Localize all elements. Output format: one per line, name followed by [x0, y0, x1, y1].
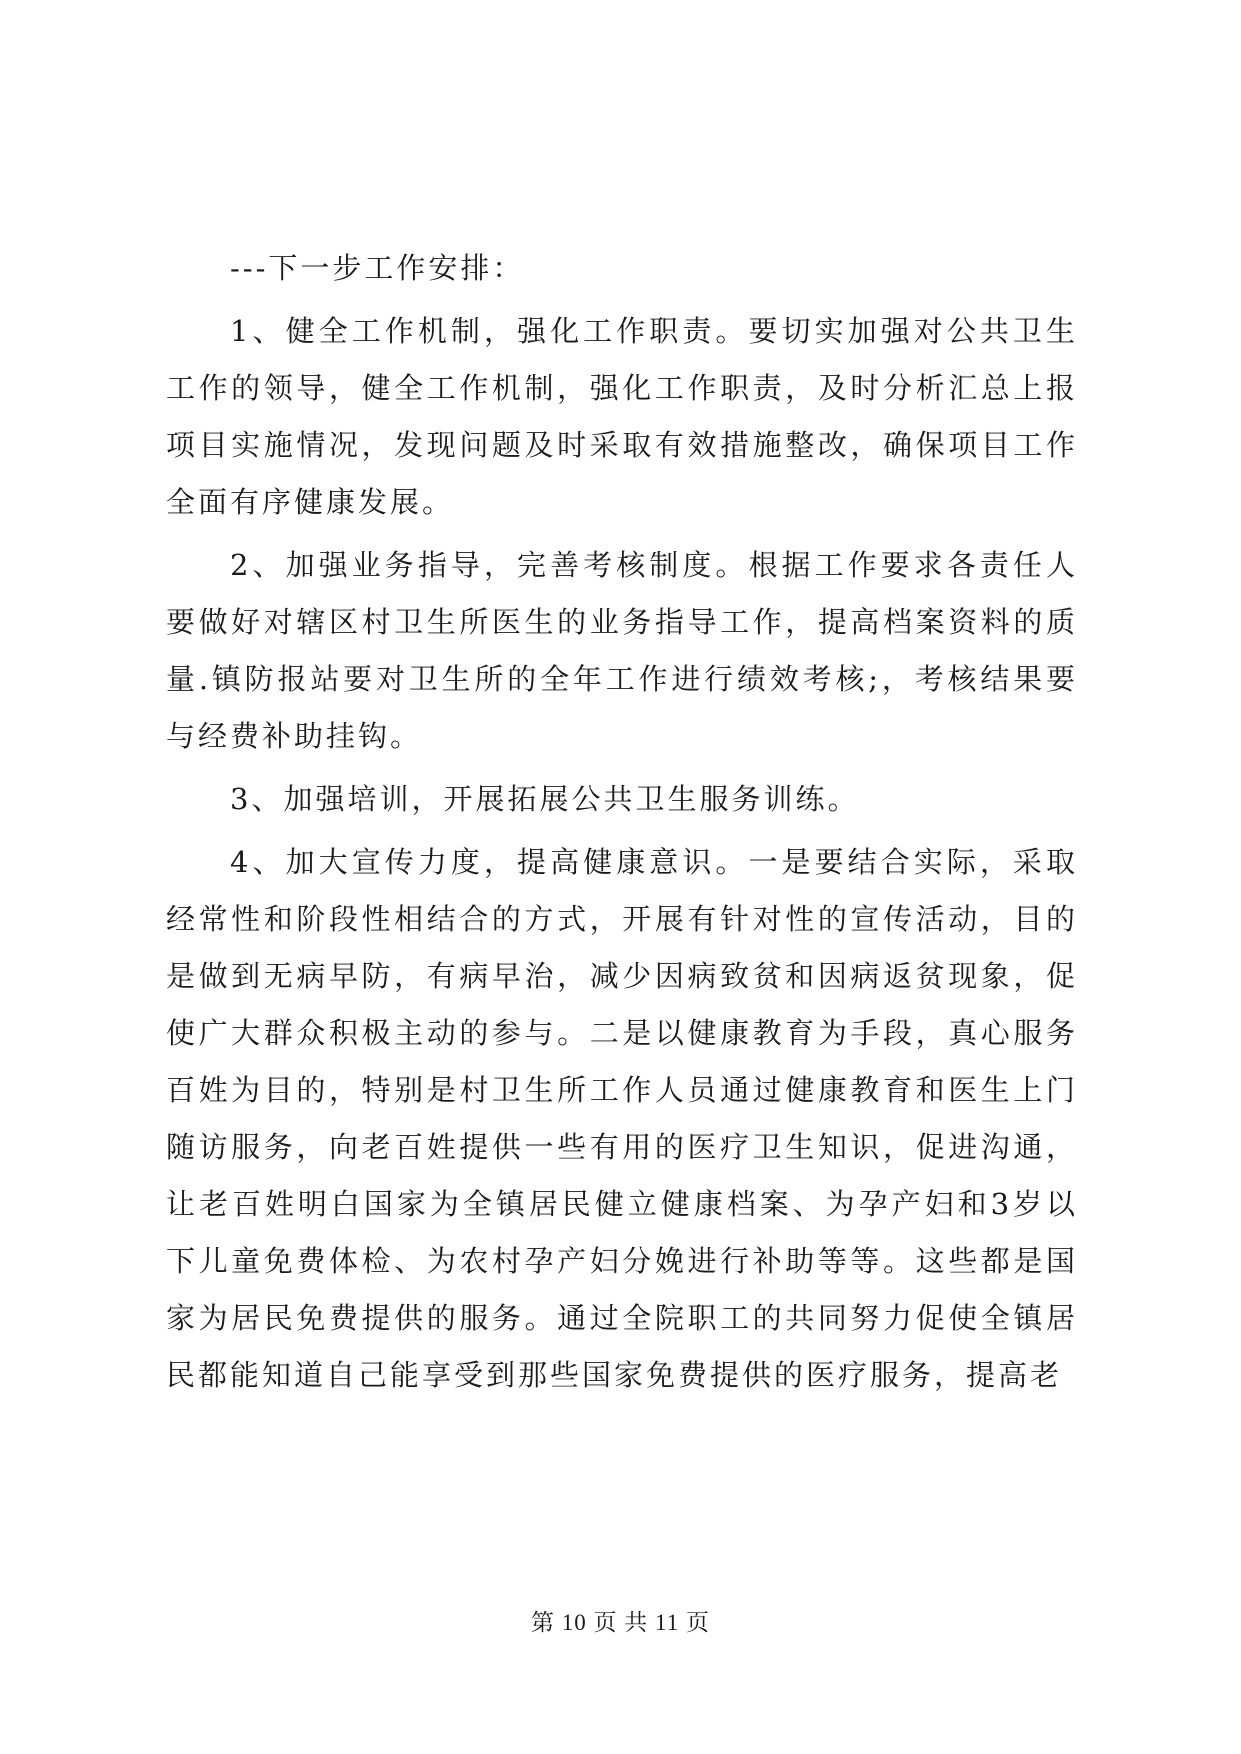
paragraph-4: 4、加大宣传力度，提高健康意识。一是要结合实际，采取经常性和阶段性相结合的方式，开展有针对性的宣传活动，目的是做到无病早防，有病早治，减少因病致贫和因病返贫现象，促使广大群众积极主动的参与。二是以健康教育为手段，真心服务百姓为目的，特别是村卫生所工作人员通过健康教育和医生上门随访服务，向老百姓提供一些有用的医疗卫生知识，促进沟通，让老百姓明白国家为全镇居民健立健康档案、为孕产妇和3岁以下儿童免费体检、为农村孕产妇分娩进行补助等等。这些都是国家为居民免费提供的服务。通过全院职工的共同努力促使全镇居民都能知道自己能享受到那些国家免费提供的医疗服务，提高老 — [166, 845, 1078, 1392]
page-footer: 第 10 页 共 11 页 — [531, 1610, 710, 1635]
paragraph-3: 3、加强培训，开展拓展公共卫生服务训练。 — [230, 782, 860, 816]
paragraph-1: 1、健全工作机制，强化工作职责。要切实加强对公共卫生工作的领导，健全工作机制，强化工作职责，及时分析汇总上报项目实施情况，发现问题及时采取有效措施整改，确保项目工作全面有序健康发展。 — [166, 314, 1078, 519]
section-heading: ---下一步工作安排： — [230, 251, 525, 285]
paragraph-2: 2、加强业务指导，完善考核制度。根据工作要求各责任人要做好对辖区村卫生所医生的业务指导工作，提高档案资料的质量.镇防报站要对卫生所的全年工作进行绩效考核;，考核结果要与经费补助挂钩。 — [166, 548, 1078, 753]
document-body — [166, 240, 1078, 1410]
